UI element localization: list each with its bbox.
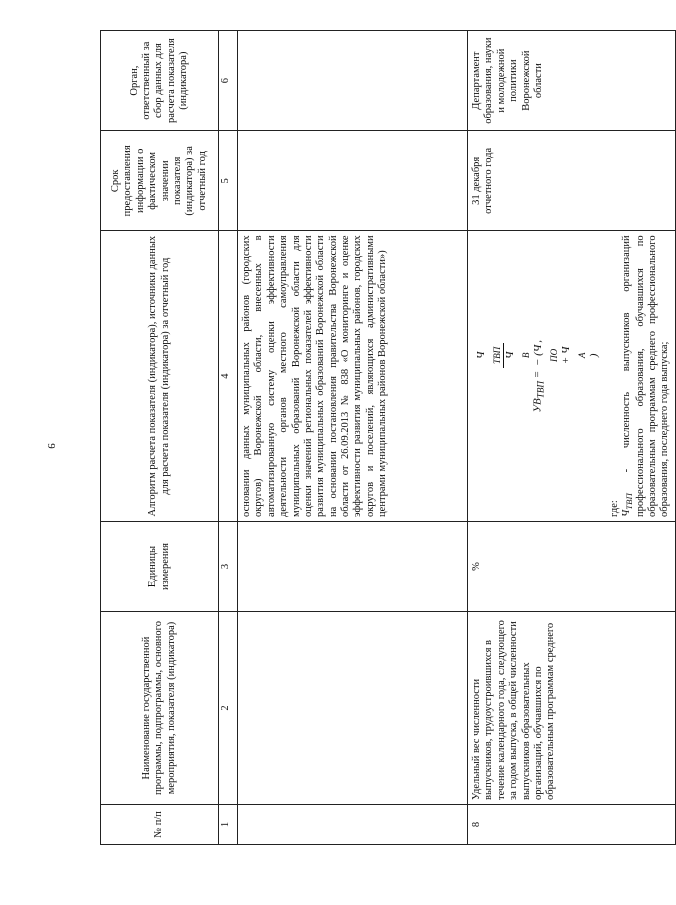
table-row-8 [468, 31, 676, 845]
formula-definition: $Ч_{ТВП}$ - численность выпускников организаций профессионального образования, обучавшихся по образовательным программам среднего профессионального образования, последнего года выпуска; [621, 235, 671, 517]
col-header-number: № п/п [101, 804, 219, 844]
table-row-continuation [238, 31, 468, 845]
index-cell: 2 [219, 612, 238, 805]
formula-fraction: Ч $_{ТВП}$ Ч $_В$ − (Ч $_{ПО}$ + Ч $_А$ ) [475, 344, 600, 367]
col-header-responsible: Орган, ответственный за сбор данных для расчета показателя (индикатора) [101, 31, 219, 131]
index-row [219, 31, 238, 845]
algorithm-cell: основании данных муниципальных районов (городских округов) Воронежской области, внесенных в автоматизированную систему оценки эффективности деятельности органов местного самоуправления муниципальных образований Воронежской области для оценки значений региональных показателей эффективности развития муниципальных образований Воронежской области на основании постановления правительства Воронежской области от 26.09.2013 № 838 «О мониторинге и оценке эффективности развития муниципальных районов, городских округов и поселений, являющихся административными центрами муниципальных районов Воронежской области») [238, 231, 468, 522]
col-header-algorithm: Алгоритм расчета показателя (индикатора), источники данных для расчета показателя (индикатора) за отчетный год [101, 231, 219, 522]
indicator-name: Удельный вес численности выпускников, трудоустроившихся в течение календарного года, следующего за годом выпуска, в общей численности выпускников образовательных организаций, обучавшихся по образовательным программам среднего [468, 612, 676, 805]
col-header-unit: Единицы измерения [101, 521, 219, 611]
algorithm-cell [468, 231, 676, 522]
index-cell: 3 [219, 521, 238, 611]
rotated-table-wrapper [100, 30, 671, 845]
row-number: 8 [468, 804, 676, 844]
responsible-cell: Департамент образования, науки и молодежной политики Воронежской области [468, 31, 676, 131]
index-cell: 6 [219, 31, 238, 131]
formula: $УВ_{ТВП}$ = Ч $_{ТВП}$ Ч $_В$ − (Ч $_{ПО}$ + Ч $_А$ ) , [475, 339, 600, 413]
col-header-deadline: Срок предоставления информации о фактическом значении показателя (индикатора) за отчетный год [101, 131, 219, 231]
deadline-cell: 31 декабря отчетного года [468, 131, 676, 231]
page-number: 9 [44, 443, 57, 449]
index-cell: 1 [219, 804, 238, 844]
unit-cell: % [468, 521, 676, 611]
header-row [101, 31, 219, 845]
index-cell: 5 [219, 131, 238, 231]
indicators-table [100, 30, 676, 845]
formula-where: где: [608, 500, 620, 517]
index-cell: 4 [219, 231, 238, 522]
col-header-name: Наименование государственной программы, подпрограммы, основного мероприятия, показателя (индикатора) [101, 612, 219, 805]
